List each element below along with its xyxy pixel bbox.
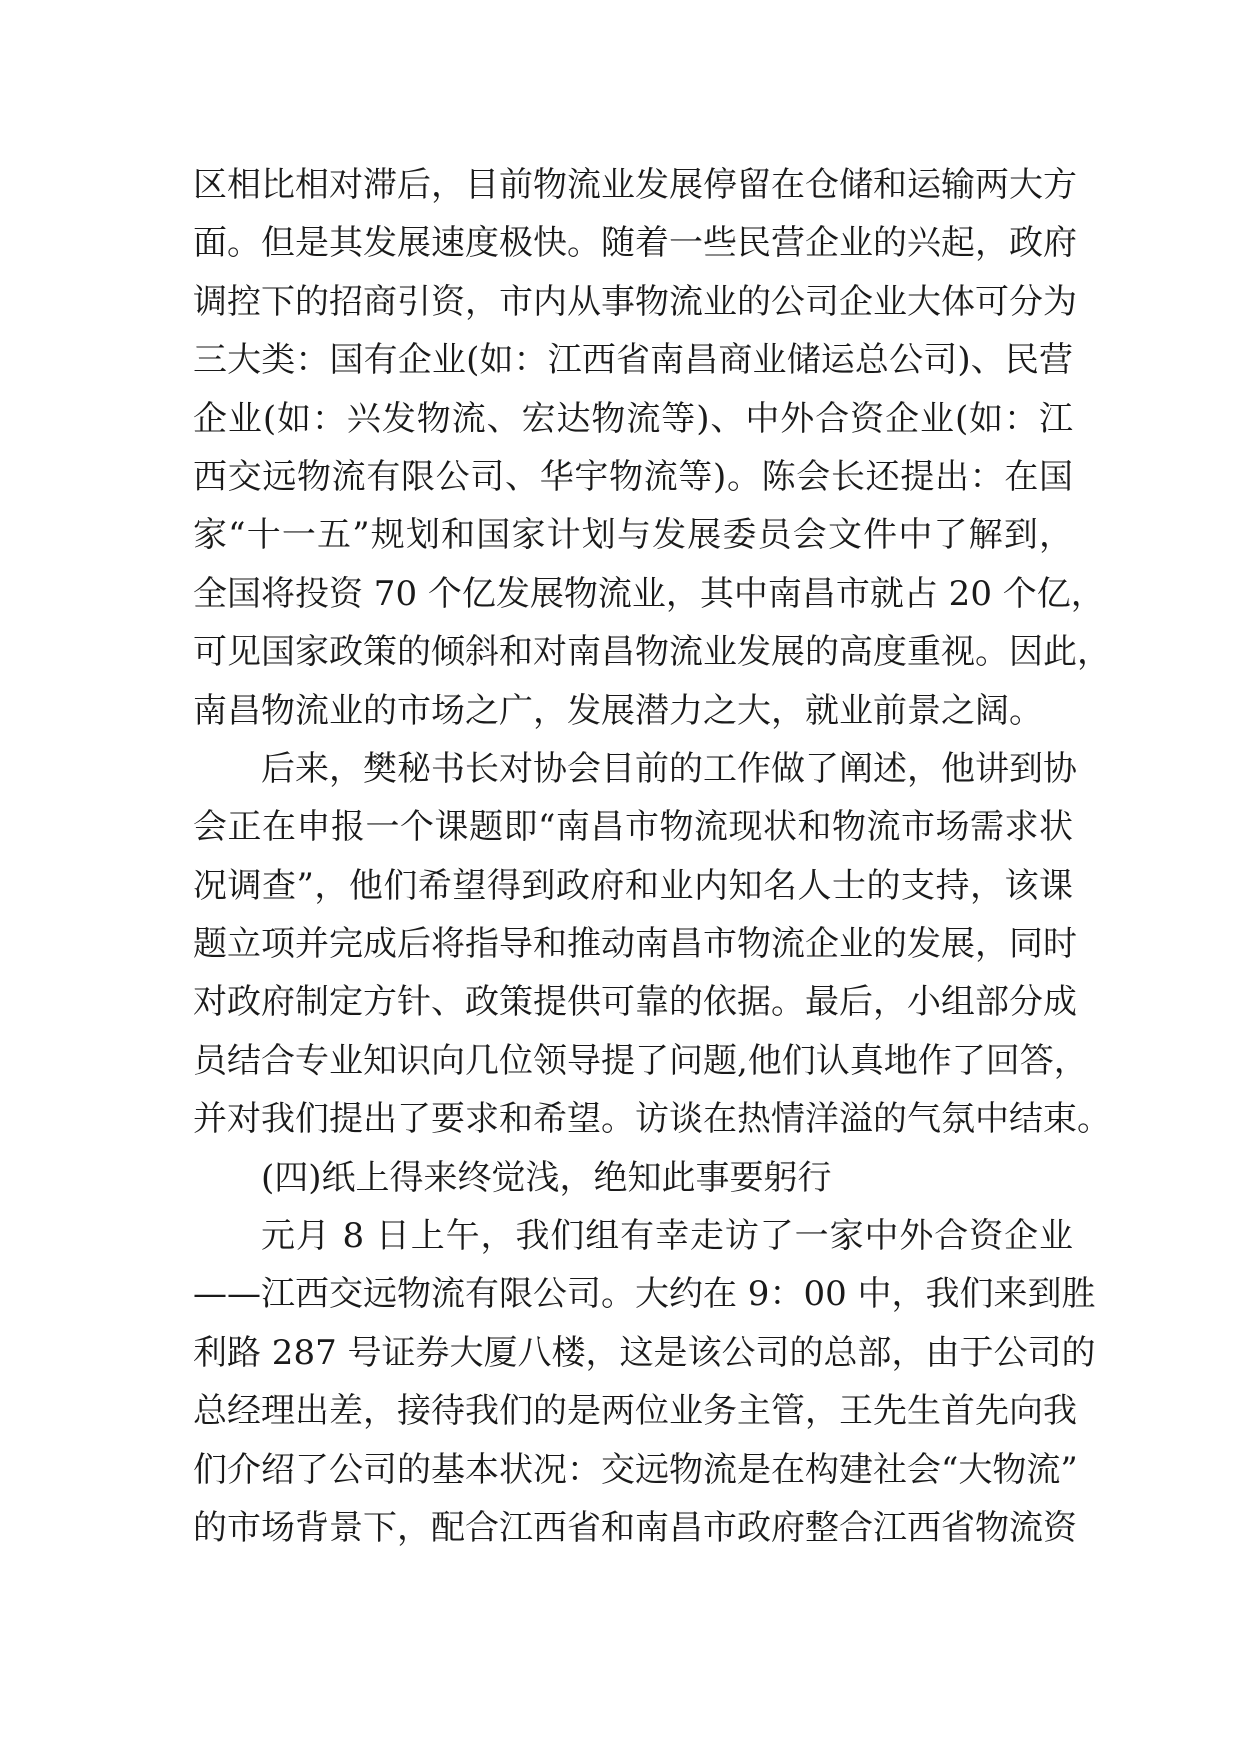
paragraph-first-line: 后来，樊秘书长对协会目前的工作做了阐述，他讲到协	[261, 748, 1077, 789]
text-line: 的市场背景下，配合江西省和南昌市政府整合江西省物流资	[193, 1507, 1077, 1548]
text-line: 全国将投资 70 个亿发展物流业，其中南昌市就占 20 个亿，	[193, 573, 1105, 614]
text-line: 们介绍了公司的基本状况：交远物流是在构建社会“大物流”	[193, 1449, 1078, 1490]
text-line: 企业(如：兴发物流、宏达物流等)、中外合资企业(如：江	[193, 398, 1073, 439]
text-line: 利路 287 号证券大厦八楼，这是该公司的总部，由于公司的	[193, 1332, 1096, 1373]
text-line: 南昌物流业的市场之广，发展潜力之大，就业前景之阔。	[193, 690, 1043, 731]
paragraph-first-line: 元月 8 日上午，我们组有幸走访了一家中外合资企业	[261, 1216, 1073, 1257]
text-line: 对政府制定方针、政策提供可靠的依据。最后，小组部分成	[193, 982, 1077, 1023]
text-line: 员结合专业知识向几位领导提了问题,他们认真地作了回答，	[193, 1040, 1088, 1081]
section-heading: (四)纸上得来终觉浅，绝知此事要躬行	[261, 1157, 832, 1198]
text-line: 区相比相对滞后，目前物流业发展停留在仓储和运输两大方	[193, 165, 1077, 205]
text-line: 总经理出差，接待我们的是两位业务主管，王先生首先向我	[193, 1391, 1077, 1432]
text-line: 家“十一五”规划和国家计划与发展委员会文件中了解到，	[193, 515, 1073, 556]
text-line: 调控下的招商引资，市内从事物流业的公司企业大体可分为	[193, 281, 1077, 322]
text-line: 面。但是其发展速度极快。随着一些民营企业的兴起，政府	[193, 223, 1077, 264]
text-line: 并对我们提出了要求和希望。访谈在热情洋溢的气氛中结束。	[193, 1099, 1111, 1140]
text-line: 可见国家政策的倾斜和对南昌物流业发展的高度重视。因此，	[193, 632, 1111, 673]
text-line: 况调查”，他们希望得到政府和业内知名人士的支持，该课	[193, 865, 1073, 906]
text-line: 会正在申报一个课题即“南昌市物流现状和物流市场需求状	[193, 807, 1073, 848]
body-text	[193, 156, 1111, 1557]
text-line: ——江西交远物流有限公司。大约在 9：00 中，我们来到胜	[193, 1274, 1096, 1315]
text-line: 西交远物流有限公司、华宇物流等)。陈会长还提出：在国	[193, 456, 1073, 497]
text-line: 题立项并完成后将指导和推动南昌市物流企业的发展，同时	[193, 924, 1077, 965]
text-line: 三大类：国有企业(如：江西省南昌商业储运总公司)、民营	[193, 340, 1073, 381]
